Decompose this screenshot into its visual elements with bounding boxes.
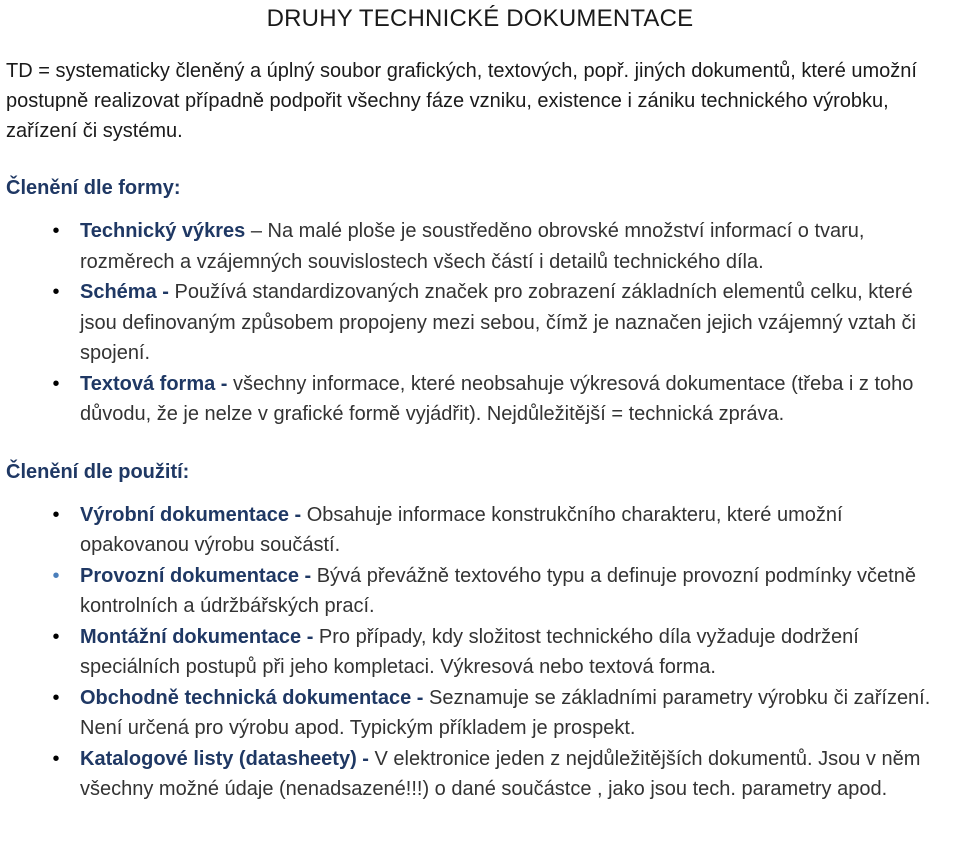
bullet-icon: •: [52, 220, 60, 242]
bullet-icon: •: [52, 281, 60, 303]
item-term: Provozní dokumentace -: [80, 564, 312, 587]
item-term: Schéma -: [80, 281, 169, 303]
list-item: [6, 683, 954, 744]
item-description: Používá standardizovaných značek pro zobrazení základních elementů celku, které jsou definovaným způsobem propojeny mezi sebou, čímž je naznačen jejich vzájemný vztah či spojení.: [80, 281, 916, 364]
list-item: [6, 369, 954, 430]
intro-paragraph: TD = systematicky členěný a úplný soubor grafických, textových, popř. jiných dokumentů, které umožní postupně realizovat případně podpořit všechny fáze vzniku, existence i zániku technického výrobku, zařízení či systému.: [6, 60, 917, 142]
list-item: [6, 216, 954, 277]
list-item: [6, 277, 954, 369]
section-heading-form: Členění dle formy:: [6, 177, 181, 199]
bullet-icon: •: [52, 747, 60, 770]
item-description: V elektronice jeden z nejdůležitějších dokumentů. Jsou v něm všechny možné údaje (nenadsazené!!!) o dané součástce , jako jsou tech. parametry apod.: [80, 747, 921, 800]
item-description: Bývá převážně textového typu a definuje provozní podmínky včetně kontrolních a údržbářských prací.: [80, 564, 916, 617]
list-item: [6, 561, 954, 622]
section-heading-use: Členění dle použití:: [6, 460, 190, 483]
item-term: Obchodně technická dokumentace -: [80, 686, 424, 709]
item-description: – Na malé ploše je soustředěno obrovské množství informací o tvaru, rozměrech a vzájemných souvislostech všech částí i detailů technického díla.: [80, 220, 865, 273]
bullet-icon: •: [52, 503, 60, 526]
item-term: Výrobní dokumentace -: [80, 503, 302, 526]
list-item: [6, 500, 954, 561]
item-description: Seznamuje se základními parametry výrobku či zařízení. Není určená pro výrobu apod. Typickým příkladem je prospekt.: [80, 686, 931, 739]
list-item: [6, 744, 954, 805]
item-term: Katalogové listy (datasheety) -: [80, 747, 369, 770]
section-use: [6, 458, 954, 805]
use-list: [6, 500, 954, 805]
page-title: DRUHY TECHNICKÉ DOKUMENTACE: [266, 5, 694, 32]
item-term: Textová forma -: [80, 372, 228, 395]
section-form: [6, 174, 954, 430]
form-list: [6, 216, 954, 430]
item-description: Obsahuje informace konstrukčního charakteru, které umožní opakovanou výrobu součástí.: [80, 503, 843, 556]
item-term: Montážní dokumentace -: [80, 625, 314, 648]
item-description: Pro případy, kdy složitost technického díla vyžaduje dodržení speciálních postupů při jeho kompletaci. Výkresová nebo textová forma.: [80, 625, 859, 678]
bullet-icon: •: [52, 625, 60, 648]
bullet-icon: •: [52, 564, 60, 587]
bullet-icon: •: [52, 372, 60, 395]
item-description: všechny informace, které neobsahuje výkresová dokumentace (třeba i z toho důvodu, že je nelze v grafické formě vyjádřit). Nejdůležitější = technická zpráva.: [80, 372, 914, 425]
item-term: Technický výkres: [80, 220, 246, 242]
bullet-icon: •: [52, 686, 60, 709]
list-item: [6, 622, 954, 683]
